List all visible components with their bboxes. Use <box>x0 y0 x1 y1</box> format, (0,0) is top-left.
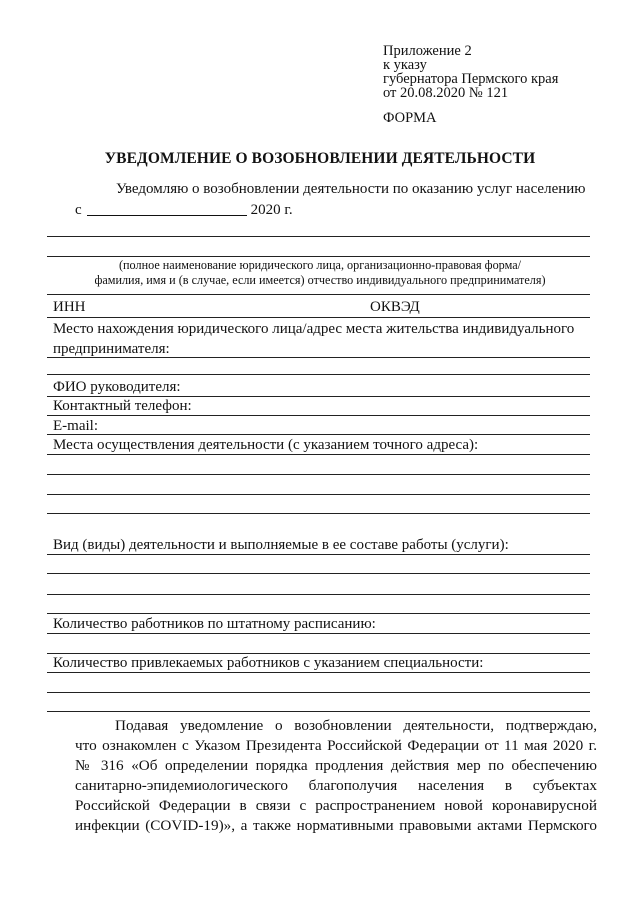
date-row <box>75 201 293 219</box>
note-line-1: (полное наименование юридического лица, организационно-правовая форма/ <box>118 258 522 272</box>
staff-count-line[interactable] <box>47 633 590 634</box>
activity-types-label: Вид (виды) деятельности и выполняемые в ее составе работы (услуги): <box>53 537 509 553</box>
involved-count-line[interactable] <box>47 711 590 712</box>
activity-types-line[interactable] <box>47 573 590 574</box>
okved-label: ОКВЭД <box>370 299 420 315</box>
form-label: ФОРМА <box>383 110 437 126</box>
phone-line[interactable] <box>47 415 590 416</box>
paragraph-line: Российской Федерации в связи с распространением новой коронавирусной <box>75 797 597 814</box>
staff-count-label: Количество работников по штатному расписанию: <box>53 616 376 632</box>
location-label-line-2: предпринимателя: <box>53 341 170 357</box>
date-suffix: 2020 г. <box>250 202 293 218</box>
document-title: УВЕДОМЛЕНИЕ О ВОЗОБНОВЛЕНИИ ДЕЯТЕЛЬНОСТИ <box>104 150 536 167</box>
appendix-header <box>383 44 558 100</box>
confirmation-paragraph <box>75 716 597 836</box>
head-name-label: ФИО руководителя: <box>53 379 181 395</box>
appendix-line-3: губернатора Пермского края <box>383 71 559 87</box>
activity-types-line[interactable] <box>47 613 590 614</box>
paragraph-line: Подавая уведомление о возобновлении деятельности, подтверждаю, <box>115 717 597 734</box>
paragraph-line: инфекции (COVID-19)», а также нормативными правовыми актами Пермского <box>75 817 597 834</box>
date-blank-field[interactable] <box>87 201 247 216</box>
head-name-line[interactable] <box>47 396 590 397</box>
activity-places-label: Места осуществления деятельности (с указанием точного адреса): <box>53 437 479 453</box>
involved-count-line[interactable] <box>47 692 590 693</box>
org-name-line[interactable] <box>47 236 590 237</box>
appendix-line-4: от 20.08.2020 № 121 <box>383 85 509 101</box>
divider-line <box>47 294 590 295</box>
phone-label: Контактный телефон: <box>53 398 192 414</box>
activity-types-line[interactable] <box>47 554 590 555</box>
involved-count-line[interactable] <box>47 672 590 673</box>
involved-count-label: Количество привлекаемых работников с указанием специальности: <box>53 655 484 671</box>
inn-okved-line[interactable] <box>47 317 590 318</box>
email-line[interactable] <box>47 434 590 435</box>
note-line-2: фамилия, имя и (в случае, если имеется) отчество индивидуального предпринимателя) <box>94 273 546 287</box>
location-label-line-1: Место нахождения юридического лица/адрес места жительства индивидуального <box>53 321 575 337</box>
org-name-note <box>0 258 640 288</box>
date-prefix: с <box>75 202 82 218</box>
activity-places-line[interactable] <box>47 474 590 475</box>
activity-places-line[interactable] <box>47 494 590 495</box>
activity-places-line[interactable] <box>47 454 590 455</box>
activity-places-line[interactable] <box>47 513 590 514</box>
location-line[interactable] <box>47 374 590 375</box>
email-label: E-mail: <box>53 418 98 434</box>
location-line[interactable] <box>47 357 590 358</box>
intro-text: Уведомляю о возобновлении деятельности по оказанию услуг населению <box>116 181 586 197</box>
paragraph-line: № 316 «Об определении порядка продления действия мер по обеспечению <box>75 757 597 774</box>
inn-label: ИНН <box>53 299 86 315</box>
activity-types-line[interactable] <box>47 594 590 595</box>
paragraph-line: что ознакомлен с Указом Президента Российской Федерации от 11 мая 2020 г. <box>75 737 597 754</box>
appendix-line-1: Приложение 2 <box>383 43 472 59</box>
org-name-line[interactable] <box>47 256 590 257</box>
staff-count-line[interactable] <box>47 653 590 654</box>
paragraph-line: санитарно-эпидемиологического благополучия населения в субъектах <box>75 777 597 794</box>
appendix-line-2: к указу <box>383 57 427 73</box>
